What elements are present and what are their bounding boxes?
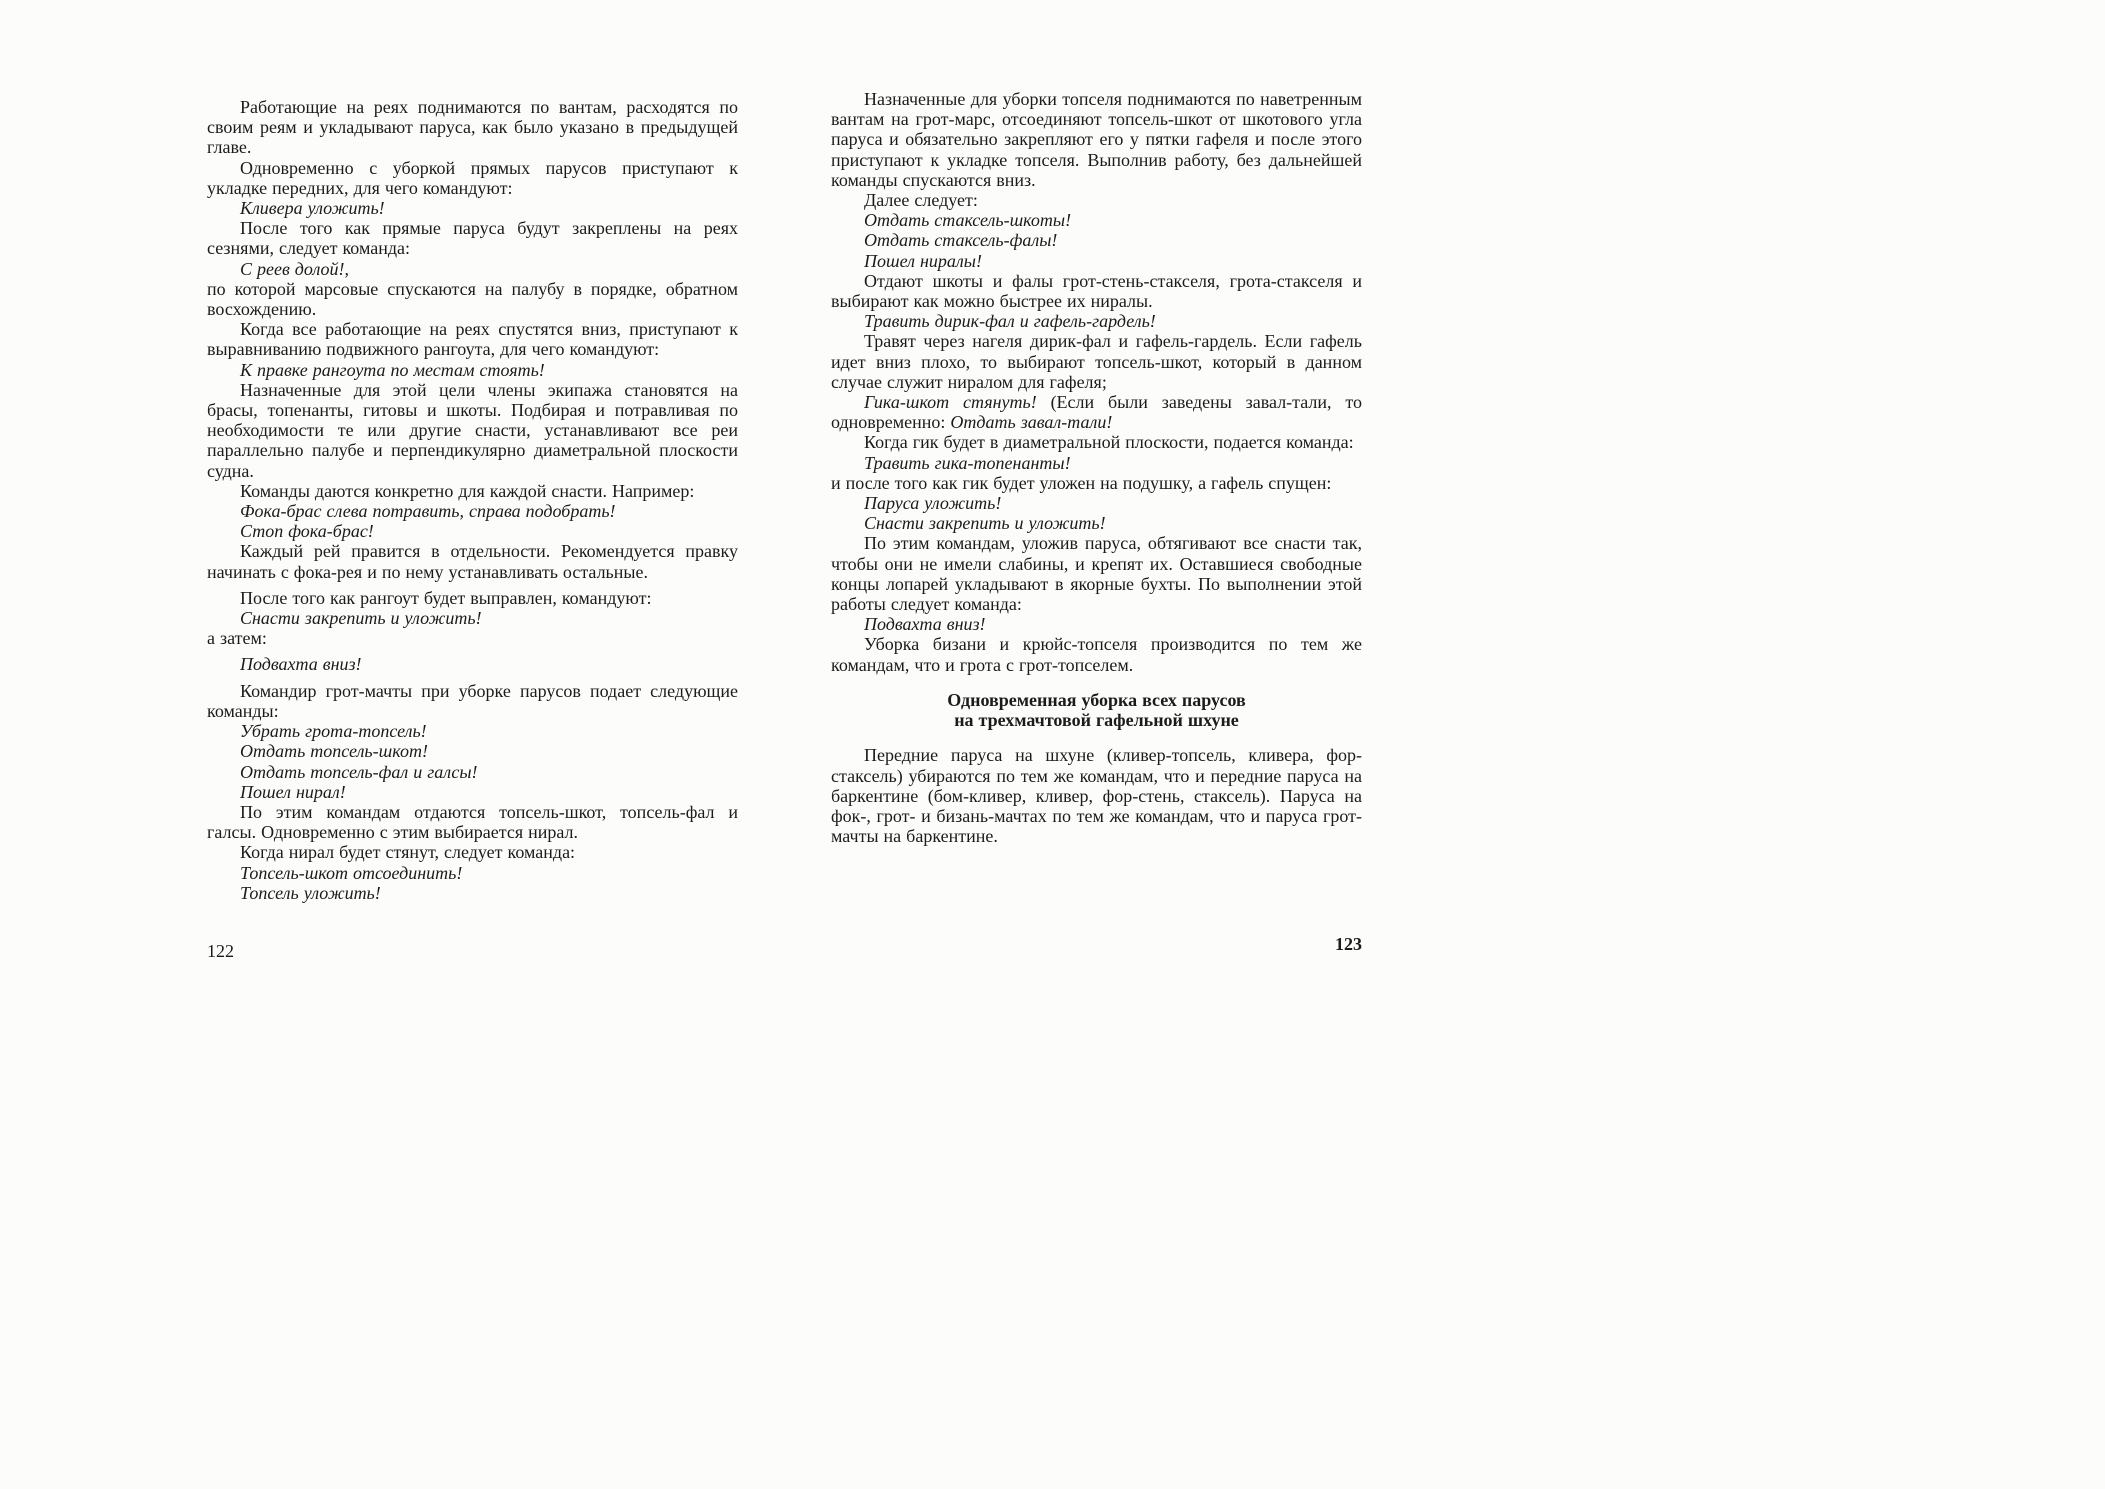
text-run: По этим командам отдаются топсель-шкот, топсель-фал и галсы. Одновременно с этим выбирается нирал. [207, 801, 738, 843]
text-run: После того как рангоут будет выправлен, командуют: [240, 587, 652, 608]
text-run: Когда нирал будет стянут, следует команда: [240, 842, 576, 863]
text-run: Снасти закрепить и уложить! [240, 608, 482, 629]
text-run: Подвахта вниз! [864, 614, 986, 635]
command-line [207, 863, 738, 883]
paragraph [207, 588, 738, 608]
command-line [207, 501, 738, 521]
text-run: Пошел ниралы! [864, 250, 982, 271]
command-line [831, 453, 1362, 473]
text-run: Когда гик будет в диаметральной плоскости, подается команда: [864, 432, 1354, 453]
paragraph [831, 432, 1362, 452]
command-line [831, 614, 1362, 634]
text-run: Отдают шкоты и фалы грот-стень-стакселя, грота-стакселя и выбирают как можно быстрее их ниралы. [831, 270, 1362, 312]
continuation-line [207, 279, 738, 319]
text-run: Пошел нирал! [240, 781, 346, 802]
page-number: 122 [207, 941, 234, 961]
text-run: Уборка бизани и крюйс-топселя производится по тем же командам, что и грота с грот-топселем. [831, 634, 1362, 675]
command-line [207, 883, 738, 903]
paragraph [207, 158, 738, 198]
heading-line [831, 690, 1362, 710]
text-run: Топсель-шкот отсоединить! [240, 862, 463, 883]
command-line [831, 493, 1362, 513]
command-line [831, 251, 1362, 271]
text-run: Когда все работающие на реях спустятся вниз, приступают к выравниванию подвижного рангоута, для чего командуют: [207, 319, 738, 360]
paragraph [831, 533, 1362, 614]
text-run: Работающие на реях поднимаются по вантам, расходятся по своим реям и укладывают паруса, как было указано в предыдущей главе. [207, 97, 738, 158]
text-run: и после того как гик будет уложен на подушку, а гафель спущен: [831, 472, 1332, 493]
text-run: Топсель уложить! [240, 882, 381, 903]
paragraph [207, 541, 738, 581]
page-left-text [207, 97, 738, 903]
heading-line [831, 710, 1362, 730]
text-run: а затем: [207, 628, 267, 649]
text-run: Отдать топсель-шкот! [240, 741, 428, 762]
command-line [207, 762, 738, 782]
text-run: Назначенные для уборки топселя поднимаются по наветренным вантам на грот-марс, отсоединяют топсель-шкот от шкотового угла паруса и обязательно закрепляют его у пятки гафеля и после этого приступают к укладке топселя. Выполнив работу, без дальнейшей команды спускаются вниз. [831, 89, 1362, 190]
paragraph [831, 89, 1362, 190]
text-run: После того как прямые паруса будут закреплены на реях сезнями, следует команда: [207, 218, 738, 259]
command-line [207, 721, 738, 741]
paragraph [207, 97, 738, 158]
text-run: Стоп фока-брас! [240, 521, 374, 542]
text-run: Одновременно с уборкой прямых парусов приступают к укладке передних, для чего командуют: [207, 157, 738, 198]
text-run: Далее следует: [864, 190, 978, 211]
text-run: Отдать топсель-фал и галсы! [240, 761, 478, 782]
text-run: Передние паруса на шхуне (кливер-топсель, кливера, фор-стаксель) убираются по тем же командам, что и передние паруса на баркентине (бом-кливер, кливер, фор-стень, стаксель). Паруса на фок-, грот- и бизань-мачтах по тем же командам, что и паруса грот-мачты на баркентине. [831, 745, 1362, 847]
text-run: Убрать грота-топсель! [240, 721, 427, 742]
page-number: 123 [1335, 934, 1362, 954]
page-left [207, 97, 738, 903]
command-line [207, 654, 738, 674]
paragraph [207, 802, 738, 842]
command-line [207, 741, 738, 761]
text-run: Фока-брас слева потравить, справа подобрать! [240, 501, 616, 522]
command-line [831, 392, 1362, 432]
text-run: Гика-шкот стянуть! [864, 392, 1037, 413]
paragraph [207, 319, 738, 359]
page-right-text [831, 89, 1362, 846]
text-run: Снасти закрепить и уложить! [864, 513, 1106, 534]
command-line [207, 782, 738, 802]
paragraph [207, 218, 738, 258]
command-line [207, 198, 738, 218]
text-run: Команды даются конкретно для каждой снасти. Например: [240, 480, 695, 501]
command-line [207, 608, 738, 628]
text-run: Подвахта вниз! [240, 654, 362, 675]
text-run: Травить дирик-фал и гафель-гардель! [864, 311, 1156, 332]
paragraph [207, 681, 738, 721]
command-line [831, 513, 1362, 533]
page-right [831, 89, 1362, 846]
text-run: Каждый рей правится в отдельности. Рекомендуется правку начинать с фока-рея и по нему устанавливать остальные. [207, 541, 738, 582]
text-run: Паруса уложить! [864, 493, 1002, 514]
paragraph [207, 842, 738, 862]
command-line [831, 230, 1362, 250]
command-line [207, 521, 738, 541]
text-run: Отдать стаксель-фалы! [864, 230, 1058, 251]
paragraph [207, 380, 738, 481]
paragraph [831, 634, 1362, 674]
text-run: Назначенные для этой цели члены экипажа становятся на брасы, топенанты, гитовы и шкоты. Подбирая и потравливая по необходимости те или другие снасти, устанавливают все реи параллельно палубе и перпендикулярно диаметральной плоскости судна. [207, 379, 738, 481]
text-run: Одновременная уборка всех парусов [947, 689, 1246, 710]
text-run: Командир грот-мачты при уборке парусов подает следующие команды: [207, 680, 738, 721]
paragraph [207, 481, 738, 501]
command-line [831, 210, 1362, 230]
text-run: Кливера уложить! [240, 198, 385, 219]
text-run: К правке рангоута по местам стоять! [240, 359, 545, 380]
command-line [207, 259, 738, 279]
command-line [207, 360, 738, 380]
text-run: Травят через нагеля дирик-фал и гафель-гардель. Если гафель идет вниз плохо, то выбирают топсель-шкот, который в данном случае служит ниралом для гафеля; [831, 331, 1362, 392]
command-line [831, 311, 1362, 331]
text-run: по которой марсовые спускаются на палубу в порядке, обратном восхождению. [207, 278, 738, 320]
paragraph [831, 745, 1362, 846]
paragraph [831, 190, 1362, 210]
paragraph [831, 331, 1362, 392]
text-run: Отдать завал-тали! [950, 412, 1113, 433]
continuation-line [831, 473, 1362, 493]
continuation-line [207, 628, 738, 648]
text-run: (Если были заведены завал-тали, то одновременно: [831, 392, 1362, 433]
text-run: Травить гика-топенанты! [864, 452, 1071, 473]
text-run: С реев долой!, [240, 258, 350, 279]
text-run: на трехмачтовой гафельной шхуне [954, 710, 1239, 731]
paragraph [831, 271, 1362, 311]
text-run: По этим командам, уложив паруса, обтягивают все снасти так, чтобы они не имели слабины, и крепят их. Оставшиеся свободные концы лопарей укладывают в якорные бухты. По выполнении этой работы следует команда: [831, 533, 1362, 615]
text-run: Отдать стаксель-шкоты! [864, 210, 1072, 231]
